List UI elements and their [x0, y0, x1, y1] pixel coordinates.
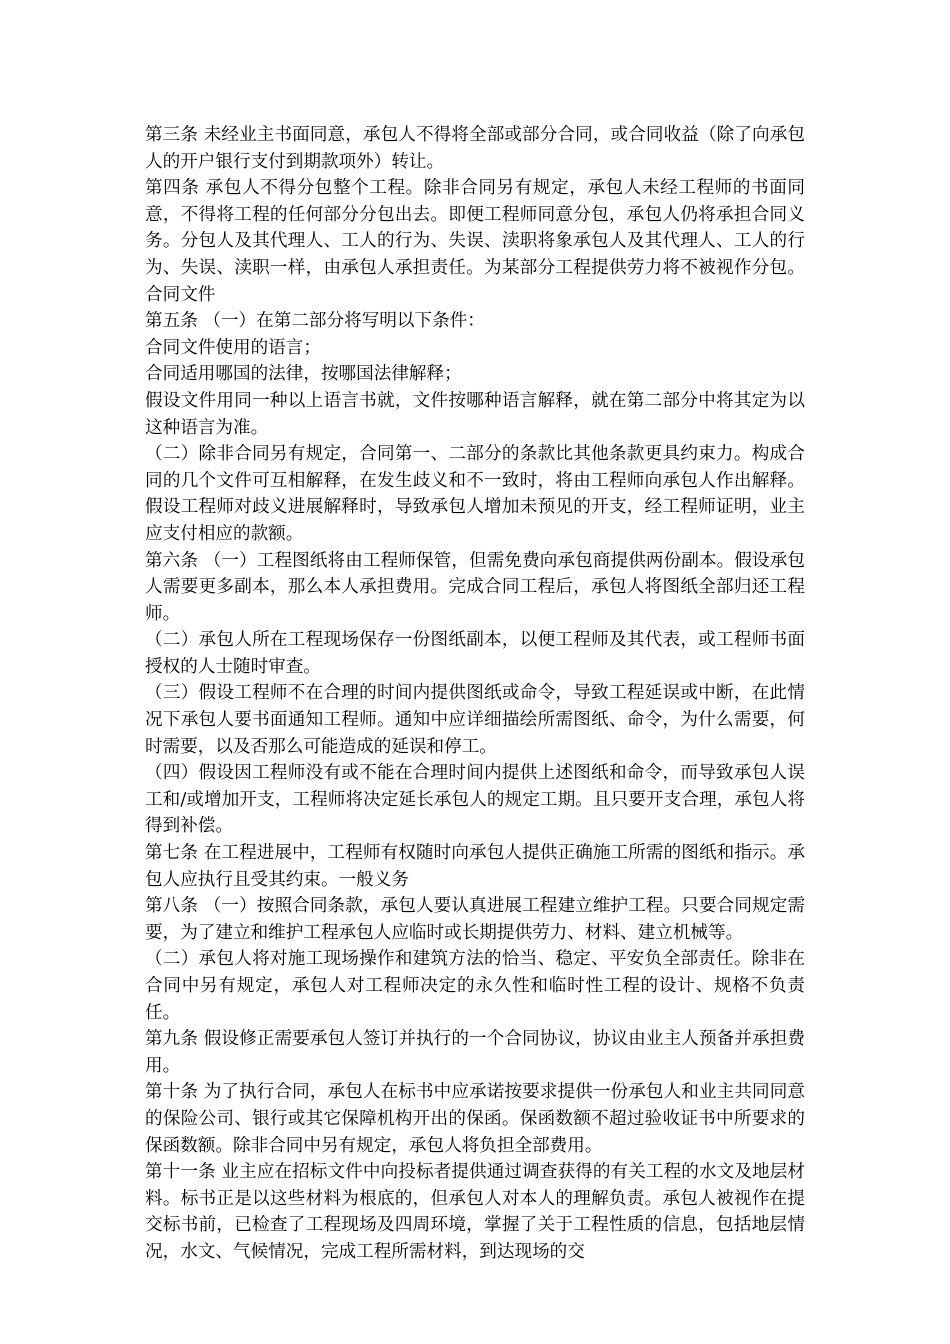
article-5-clause-2: （二）除非合同另有规定，合同第一、二部分的条款比其他条款更具约束力。构成合同的几个文件可互相解释，在发生歧义和不一致时，将由工程师向承包人作出解释。假设工程师对歧义进展解释时，导致承包人增加未预见的开支，经工程师证明，业主应支付相应的款额。: [145, 444, 805, 544]
article-3-paragraph: 第三条 未经业主书面同意，承包人不得将全部或部分合同，或合同收益（除了向承包人的开户银行支付到期款项外）转让。: [145, 125, 805, 172]
article-9-paragraph: 第九条 假设修正需要承包人签订并执行的一个合同协议，协议由业主人预备并承担费用。: [145, 1029, 805, 1076]
article-5-item-language: 合同文件使用的语言；: [145, 337, 321, 358]
article-6-clause-2: （二）承包人所在工程现场保存一份图纸副本，以便工程师及其代表，或工程师书面授权的人士随时审查。: [145, 630, 805, 677]
article-8-paragraph: 第八条 （一）按照合同条款，承包人要认真进展工程建立维护工程。只要合同规定需要，为了建立和维护工程承包人应临时或长期提供劳力、材料、建立机械等。: [145, 896, 805, 943]
article-11-paragraph: 第十一条 业主应在招标文件中向投标者提供通过调查获得的有关工程的水文及地层材料。标书正是以这些材料为根底的，但承包人对本人的理解负责。承包人被视作在提交标书前，已检查了工程现场及四周环境，掌握了关于工程性质的信息，包括地层情况，水文、气候情况，完成工程所需材料，到达现场的交: [145, 1162, 805, 1262]
article-7-paragraph: 第七条 在工程进展中，工程师有权随时向承包人提供正确施工所需的图纸和指示。承包人应执行且受其约束。一般义务: [145, 843, 805, 890]
article-5-item-multilingual: 假设文件用同一种以上语言书就，文件按哪种语言解释，就在第二部分中将其定为以这种语言为准。: [145, 390, 805, 438]
article-10-paragraph: 第十条 为了执行合同，承包人在标书中应承诺按要求提供一份承包人和业主共同同意的保险公司、银行或其它保障机构开出的保函。保函数额不超过验收证书中所要求的保函数额。除非合同中另有规定，承包人将负担全部费用。: [145, 1082, 805, 1156]
article-6-clause-4: （四）假设因工程师没有或不能在合理时间内提供上述图纸和命令，而导致承包人误工和/或增加开支，工程师将决定延长承包人的规定工期。且只要开支合理，承包人将得到补偿。: [145, 763, 805, 837]
article-6-paragraph: 第六条 （一）工程图纸将由工程师保管，但需免费向承包商提供两份副本。假设承包人需要更多副本，那么本人承担费用。完成合同工程后，承包人将图纸全部归还工程师。: [145, 550, 805, 624]
article-5-paragraph: 第五条 （一）在第二部分将写明以下条件：: [145, 311, 485, 332]
article-6-clause-3: （三）假设工程师不在合理的时间内提供图纸或命令，导致工程延误或中断，在此情况下承包人要书面通知工程师。通知中应详细描绘所需图纸、命令，为什么需要，何时需要，以及否那么可能造成的延误和停工。: [145, 683, 805, 757]
document-page: [145, 122, 805, 1266]
article-4-paragraph: 第四条 承包人不得分包整个工程。除非合同另有规定，承包人未经工程师的书面同意，不得将工程的任何部分分包出去。即便工程师同意分包，承包人仍将承担合同义务。分包人及其代理人、工人的行为、失误、渎职将象承包人及其代理人、工人的行为、失误、渎职一样，由承包人承担责任。为某部分工程提供劳力将不被视作分包。 合同文件: [145, 178, 805, 305]
article-5-item-law: 合同适用哪国的法律，按哪国法律解释；: [145, 364, 462, 385]
article-8-clause-2: （二）承包人将对施工现场操作和建筑方法的恰当、稳定、平安负全部责任。除非在合同中另有规定，承包人对工程师决定的永久性和临时性工程的设计、规格不负责任。: [145, 949, 805, 1023]
